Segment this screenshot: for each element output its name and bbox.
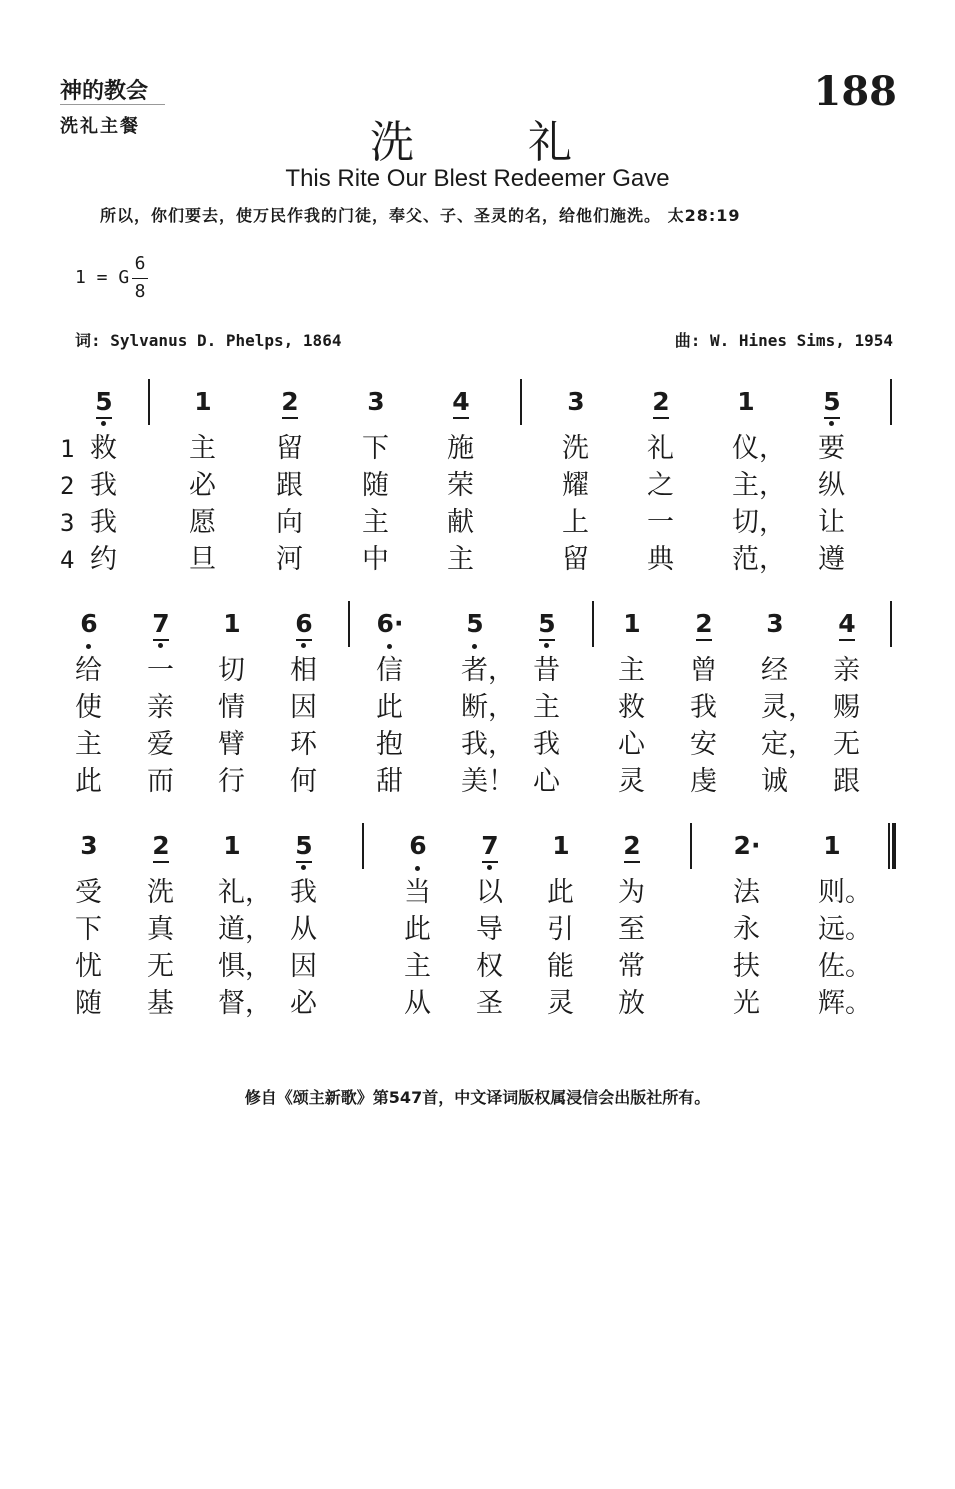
lyric-syllable: 断， xyxy=(461,692,515,723)
note xyxy=(556,387,596,417)
lyric-syllable: 受 xyxy=(75,877,102,908)
lyric-syllable: 范， xyxy=(732,544,786,575)
time-signature-line xyxy=(132,278,148,279)
final-barline xyxy=(888,823,890,869)
lyric-syllable: 跟 xyxy=(833,766,860,797)
time-signature-top: 6 xyxy=(134,253,146,274)
low-octave-dot xyxy=(86,644,91,649)
lyric-syllable: 基 xyxy=(147,988,174,1019)
lyric-syllable: 定， xyxy=(761,729,815,760)
note xyxy=(641,387,681,417)
barline xyxy=(890,379,892,425)
lyric-syllable: 一 xyxy=(647,507,674,538)
lyric-syllable: 甜 xyxy=(376,766,403,797)
lyric-syllable: 曾 xyxy=(690,655,717,686)
lyric-syllable: 主 xyxy=(75,729,102,760)
eighth-underline xyxy=(153,861,169,863)
lyric-syllable: 亲 xyxy=(147,692,174,723)
barline xyxy=(520,379,522,425)
eighth-underline xyxy=(653,417,669,419)
lyric-syllable: 真 xyxy=(147,914,174,945)
lyric-syllable: 环 xyxy=(290,729,317,760)
low-octave-dot xyxy=(544,643,549,648)
lyric-syllable: 使 xyxy=(75,692,102,723)
lyric-syllable: 主 xyxy=(618,655,645,686)
lyric-syllable: 我 xyxy=(90,470,117,501)
note-number: 7 xyxy=(152,609,170,638)
lyric-syllable: 一 xyxy=(147,655,174,686)
eighth-underline xyxy=(453,417,469,419)
eighth-underline xyxy=(839,639,855,641)
eighth-underline xyxy=(824,417,840,419)
key-signature: 1 = G xyxy=(75,267,130,288)
eighth-underline xyxy=(296,639,312,641)
note xyxy=(812,831,852,861)
lyric-syllable: 切， xyxy=(732,507,786,538)
note-number: 1 xyxy=(552,831,570,860)
note xyxy=(755,609,795,639)
lyric-syllable: 我 xyxy=(290,877,317,908)
lyric-syllable: 荣 xyxy=(447,470,474,501)
lyric-syllable: 当 xyxy=(404,877,431,908)
lyric-syllable: 我 xyxy=(90,507,117,538)
lyric-syllable: 主 xyxy=(447,544,474,575)
lyric-syllable: 主， xyxy=(732,470,786,501)
augmentation-dot: · xyxy=(393,609,404,638)
verse-number: 4 xyxy=(60,546,75,574)
lyric-syllable: 随 xyxy=(362,470,389,501)
note xyxy=(827,609,867,639)
lyric-syllable: 忧 xyxy=(75,951,102,982)
lyric-syllable: 则。 xyxy=(818,877,872,908)
lyric-syllable: 礼 xyxy=(647,433,674,464)
lyric-syllable: 要 xyxy=(818,433,845,464)
note xyxy=(69,609,109,639)
lyric-syllable: 下 xyxy=(362,433,389,464)
lyric-syllable: 能 xyxy=(547,951,574,982)
lyric-syllable: 行 xyxy=(218,766,245,797)
note-number: 1 xyxy=(737,387,755,416)
lyric-syllable: 愿 xyxy=(189,507,216,538)
lyric-syllable: 无 xyxy=(147,951,174,982)
lyric-syllable: 耀 xyxy=(562,470,589,501)
low-octave-dot xyxy=(101,421,106,426)
lyric-syllable: 法 xyxy=(733,877,760,908)
lyric-syllable: 者， xyxy=(461,655,515,686)
note-number: 4 xyxy=(838,609,856,638)
lyric-syllable: 昔 xyxy=(533,655,560,686)
note xyxy=(84,387,124,417)
note xyxy=(727,831,767,861)
lyric-syllable: 我， xyxy=(461,729,515,760)
lyric-syllable: 为 xyxy=(618,877,645,908)
lyric-syllable: 约 xyxy=(90,544,117,575)
note-number: 3 xyxy=(80,831,98,860)
lyric-syllable: 仪， xyxy=(732,433,786,464)
lyric-syllable: 从 xyxy=(290,914,317,945)
note-number: 2 xyxy=(733,831,751,860)
note xyxy=(612,831,652,861)
lyric-syllable: 引 xyxy=(547,914,574,945)
note-number: 1 xyxy=(823,831,841,860)
note-number: 3 xyxy=(766,609,784,638)
lyric-syllable: 美！ xyxy=(461,766,515,797)
note xyxy=(398,831,438,861)
lyric-syllable: 安 xyxy=(690,729,717,760)
copyright-note: 修自《颂主新歌》第547首，中文译词版权属浸信会出版社所有。 xyxy=(244,1088,711,1107)
low-octave-dot xyxy=(387,644,392,649)
lyric-syllable: 之 xyxy=(647,470,674,501)
note-number: 2 xyxy=(652,387,670,416)
lyric-syllable: 督， xyxy=(218,988,272,1019)
lyric-syllable: 洗 xyxy=(147,877,174,908)
lyric-syllable: 灵， xyxy=(761,692,815,723)
eighth-underline xyxy=(282,417,298,419)
lyricist-credit: 词: Sylvanus D. Phelps, 1864 xyxy=(75,331,342,350)
note-number: 6 xyxy=(295,609,313,638)
lyric-syllable: 辉。 xyxy=(818,988,872,1019)
lyric-syllable: 常 xyxy=(618,951,645,982)
note-number: 1 xyxy=(223,831,241,860)
lyric-syllable: 此 xyxy=(75,766,102,797)
low-octave-dot xyxy=(158,643,163,648)
lyric-syllable: 施 xyxy=(447,433,474,464)
lyric-syllable: 经 xyxy=(761,655,788,686)
note xyxy=(612,609,652,639)
lyric-syllable: 导 xyxy=(476,914,503,945)
verse-number: 3 xyxy=(60,509,75,537)
barline xyxy=(592,601,594,647)
lyric-syllable: 从 xyxy=(404,988,431,1019)
lyric-syllable: 主 xyxy=(362,507,389,538)
hymn-title-english: This Rite Our Blest Redeemer Gave xyxy=(285,165,670,192)
note xyxy=(527,609,567,639)
note-number: 5 xyxy=(538,609,556,638)
low-octave-dot xyxy=(472,644,477,649)
lyric-syllable: 救 xyxy=(618,692,645,723)
note-number: 6 xyxy=(80,609,98,638)
note xyxy=(212,831,252,861)
subsection-heading: 洗礼主餐 xyxy=(60,116,140,137)
lyric-syllable: 必 xyxy=(290,988,317,1019)
verse-number: 1 xyxy=(60,435,75,463)
lyric-syllable: 心 xyxy=(533,766,560,797)
barline xyxy=(362,823,364,869)
note xyxy=(183,387,223,417)
note xyxy=(284,609,324,639)
lyric-syllable: 给 xyxy=(75,655,102,686)
lyric-syllable: 遵 xyxy=(818,544,845,575)
note-number: 5 xyxy=(823,387,841,416)
lyric-syllable: 心 xyxy=(618,729,645,760)
barline xyxy=(348,601,350,647)
lyric-syllable: 道， xyxy=(218,914,272,945)
lyric-syllable: 相 xyxy=(290,655,317,686)
barline xyxy=(148,379,150,425)
eighth-underline xyxy=(96,417,112,419)
note-number: 5 xyxy=(295,831,313,860)
note xyxy=(812,387,852,417)
barline xyxy=(890,601,892,647)
lyric-syllable: 我 xyxy=(690,692,717,723)
eighth-underline xyxy=(539,639,555,641)
note xyxy=(141,609,181,639)
lyric-syllable: 跟 xyxy=(276,470,303,501)
lyric-syllable: 此 xyxy=(404,914,431,945)
lyric-syllable: 圣 xyxy=(476,988,503,1019)
lyric-syllable: 救 xyxy=(90,433,117,464)
note xyxy=(141,831,181,861)
lyric-syllable: 惧， xyxy=(218,951,272,982)
low-octave-dot xyxy=(415,866,420,871)
lyric-syllable: 无 xyxy=(833,729,860,760)
note-number: 4 xyxy=(452,387,470,416)
lyric-syllable: 必 xyxy=(189,470,216,501)
note xyxy=(356,387,396,417)
lyric-syllable: 爱 xyxy=(147,729,174,760)
lyric-syllable: 赐 xyxy=(833,692,860,723)
lyric-syllable: 诚 xyxy=(761,766,788,797)
lyric-syllable: 信 xyxy=(376,655,403,686)
lyric-syllable: 主 xyxy=(189,433,216,464)
note-number: 7 xyxy=(481,831,499,860)
lyric-syllable: 此 xyxy=(376,692,403,723)
note xyxy=(455,609,495,639)
lyric-syllable: 留 xyxy=(562,544,589,575)
note-number: 3 xyxy=(567,387,585,416)
lyric-syllable: 光 xyxy=(733,988,760,1019)
low-octave-dot xyxy=(301,865,306,870)
section-heading: 神的教会 xyxy=(60,79,149,104)
note xyxy=(541,831,581,861)
lyric-syllable: 灵 xyxy=(618,766,645,797)
lyric-syllable: 切 xyxy=(218,655,245,686)
lyric-syllable: 情 xyxy=(218,692,245,723)
lyric-syllable: 上 xyxy=(562,507,589,538)
time-signature-bottom: 8 xyxy=(134,281,146,302)
note-number: 5 xyxy=(466,609,484,638)
final-barline-thick xyxy=(892,823,896,869)
hymn-title-chinese: 洗 礼 xyxy=(370,117,622,168)
section-divider xyxy=(60,104,165,105)
note xyxy=(270,387,310,417)
note xyxy=(370,609,410,639)
lyric-syllable: 亲 xyxy=(833,655,860,686)
augmentation-dot: · xyxy=(750,831,761,860)
note xyxy=(284,831,324,861)
lyric-syllable: 主 xyxy=(533,692,560,723)
lyric-syllable: 扶 xyxy=(733,951,760,982)
eighth-underline xyxy=(624,861,640,863)
note-number: 6 xyxy=(409,831,427,860)
lyric-syllable: 我 xyxy=(533,729,560,760)
lyric-syllable: 主 xyxy=(404,951,431,982)
lyric-syllable: 下 xyxy=(75,914,102,945)
lyric-syllable: 随 xyxy=(75,988,102,1019)
lyric-syllable: 抱 xyxy=(376,729,403,760)
lyric-syllable: 此 xyxy=(547,877,574,908)
note xyxy=(726,387,766,417)
lyric-syllable: 河 xyxy=(276,544,303,575)
note xyxy=(684,609,724,639)
note-number: 5 xyxy=(95,387,113,416)
lyric-syllable: 典 xyxy=(647,544,674,575)
note-number: 1 xyxy=(194,387,212,416)
low-octave-dot xyxy=(829,421,834,426)
note xyxy=(470,831,510,861)
note xyxy=(212,609,252,639)
lyric-syllable: 旦 xyxy=(189,544,216,575)
note-number: 1 xyxy=(623,609,641,638)
note-number: 2 xyxy=(623,831,641,860)
lyric-syllable: 而 xyxy=(147,766,174,797)
barline xyxy=(690,823,692,869)
lyric-syllable: 因 xyxy=(290,692,317,723)
lyric-syllable: 让 xyxy=(818,507,845,538)
note-number: 2 xyxy=(695,609,713,638)
lyric-syllable: 权 xyxy=(476,951,503,982)
lyric-syllable: 永 xyxy=(733,914,760,945)
scripture-reference: 所以，你们要去，使万民作我的门徒，奉父、子、圣灵的名，给他们施洗。 太28:19 xyxy=(100,206,741,225)
verse-number: 2 xyxy=(60,472,75,500)
lyric-syllable: 礼， xyxy=(218,877,272,908)
lyric-syllable: 中 xyxy=(362,544,389,575)
lyric-syllable: 向 xyxy=(276,507,303,538)
lyric-syllable: 放 xyxy=(618,988,645,1019)
eighth-underline xyxy=(153,639,169,641)
note xyxy=(441,387,481,417)
low-octave-dot xyxy=(301,643,306,648)
note-number: 1 xyxy=(223,609,241,638)
eighth-underline xyxy=(296,861,312,863)
lyric-syllable: 洗 xyxy=(562,433,589,464)
note-number: 6 xyxy=(376,609,394,638)
lyric-syllable: 因 xyxy=(290,951,317,982)
lyric-syllable: 何 xyxy=(290,766,317,797)
lyric-syllable: 纵 xyxy=(818,470,845,501)
lyric-syllable: 灵 xyxy=(547,988,574,1019)
note xyxy=(69,831,109,861)
lyric-syllable: 臂 xyxy=(218,729,245,760)
eighth-underline xyxy=(696,639,712,641)
lyric-syllable: 献 xyxy=(447,507,474,538)
note-number: 2 xyxy=(152,831,170,860)
lyric-syllable: 虔 xyxy=(690,766,717,797)
composer-credit: 曲: W. Hines Sims, 1954 xyxy=(674,331,893,350)
lyric-syllable: 远。 xyxy=(818,914,872,945)
eighth-underline xyxy=(482,861,498,863)
lyric-syllable: 至 xyxy=(618,914,645,945)
lyric-syllable: 以 xyxy=(476,877,503,908)
low-octave-dot xyxy=(487,865,492,870)
lyric-syllable: 留 xyxy=(276,433,303,464)
note-number: 2 xyxy=(281,387,299,416)
note-number: 3 xyxy=(367,387,385,416)
lyric-syllable: 佐。 xyxy=(818,951,872,982)
hymn-number: 188 xyxy=(813,68,897,115)
